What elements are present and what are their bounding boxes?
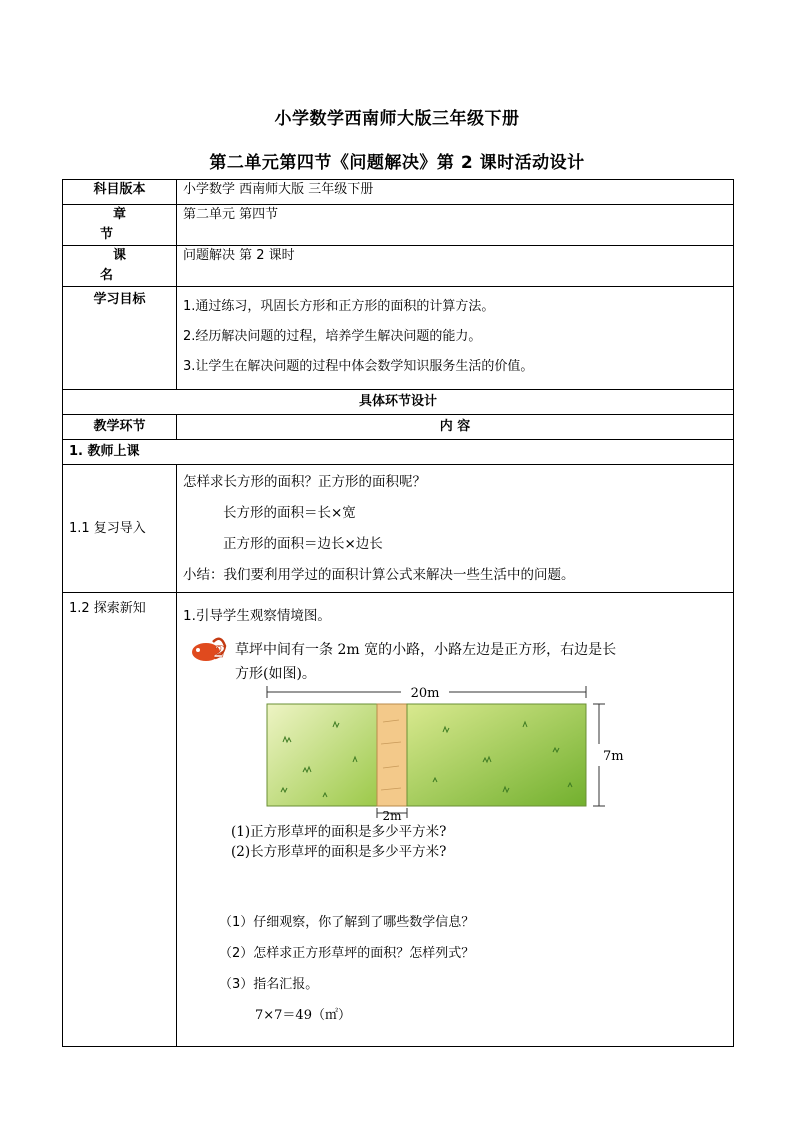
lesson-table xyxy=(62,179,734,1047)
problem-line-2: 方形(如图)。 xyxy=(235,666,316,682)
review-question: 怎样求长方形的面积？正方形的面积呢？ xyxy=(183,474,426,490)
lawn-diagram xyxy=(183,632,723,847)
chapter-label: 章节 xyxy=(63,205,177,246)
document-subtitle: 第二单元第四节《问题解决》第 2 课时活动设计 xyxy=(209,153,585,173)
square-lawn xyxy=(267,704,377,806)
explore-label: 1.2 探索新知 xyxy=(63,593,177,1047)
mascot-icon xyxy=(192,639,225,661)
review-label: 1.1 复习导入 xyxy=(63,465,177,593)
rect-area-formula: 长方形的面积＝长×宽 xyxy=(223,505,356,521)
goal-item: 1.通过练习，巩固长方形和正方形的面积的计算方法。 xyxy=(183,299,495,314)
goal-label: 学习目标 xyxy=(63,287,177,390)
explore-intro: 1.引导学生观察情境图。 xyxy=(183,608,331,624)
review-summary: 小结：我们要利用学过的面积计算公式来解决一些生活中的问题。 xyxy=(183,567,575,583)
lesson-label: 课名 xyxy=(63,246,177,287)
textbook-figure xyxy=(183,632,727,847)
square-area-formula: 正方形的面积＝边长×边长 xyxy=(223,536,383,552)
subject-label: 科目版本 xyxy=(63,180,177,205)
answer-formula: 7×7＝49（㎡） xyxy=(255,1008,351,1023)
question-2: (2)长方形草坪的面积是多少平方米? xyxy=(231,844,447,860)
problem-line-1: 草坪中间有一条 2m 宽的小路，小路左边是正方形，右边是长 xyxy=(235,642,617,658)
chapter-value: 第二单元 第四节 xyxy=(177,205,734,246)
path-dimension xyxy=(377,808,407,823)
step-1: （1）仔细观察，你了解到了哪些数学信息？ xyxy=(219,915,475,930)
height-dimension xyxy=(593,704,624,806)
question-1: (1)正方形草坪的面积是多少平方米? xyxy=(231,824,447,840)
step-2: （2）怎样求正方形草坪的面积？怎样列式？ xyxy=(219,946,475,961)
height-label: 7m xyxy=(603,749,624,764)
col-content-header: 内 容 xyxy=(177,415,734,440)
section-teacher-class: 1. 教师上课 xyxy=(63,440,734,465)
document-title: 小学数学西南师大版三年级下册 xyxy=(274,109,520,129)
svg-text:2: 2 xyxy=(214,642,226,661)
path-strip xyxy=(377,704,407,806)
design-heading: 具体环节设计 xyxy=(63,390,734,415)
goal-item: 2.经历解决问题的过程，培养学生解决问题的能力。 xyxy=(183,329,482,344)
lesson-value: 问题解决 第 2 课时 xyxy=(177,246,734,287)
path-width-label: 2m xyxy=(382,809,402,823)
col-stage-header: 教学环节 xyxy=(63,415,177,440)
width-dimension xyxy=(267,686,586,701)
subject-value: 小学数学 西南师大版 三年级下册 xyxy=(177,180,734,205)
step-3: （3）指名汇报。 xyxy=(219,977,319,992)
width-label: 20m xyxy=(410,686,440,701)
review-content xyxy=(177,465,734,593)
goal-list xyxy=(177,287,734,390)
rectangle-lawn xyxy=(407,704,586,806)
explore-content xyxy=(177,593,734,1047)
goal-item: 3.让学生在解决问题的过程中体会数学知识服务生活的价值。 xyxy=(183,359,534,374)
